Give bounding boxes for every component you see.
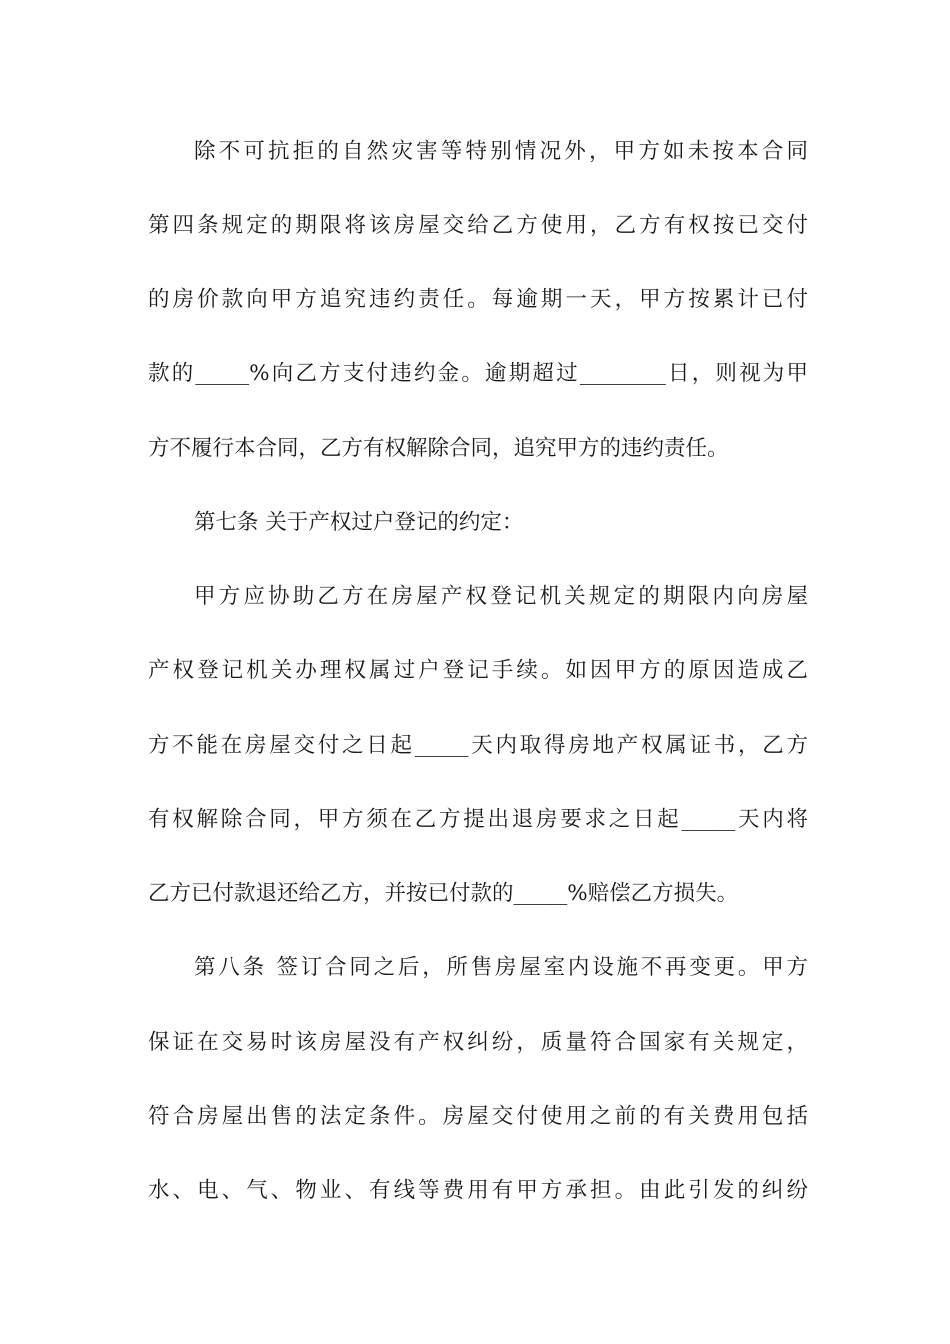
paragraph-line: 保证在交易时该房屋没有产权纠纷，质量符合国家有关规定， — [148, 1030, 808, 1055]
paragraph-line: 第四条规定的期限将该房屋交给乙方使用，乙方有权按已交付 — [148, 213, 808, 238]
article-heading: 第七条 关于产权过户登记的约定： — [194, 510, 524, 535]
paragraph-line: 水、电、气、物业、有线等费用有甲方承担。由此引发的纠纷 — [148, 1178, 808, 1203]
paragraph-line: 款的_____%向乙方支付违约金。逾期超过________日，则视为甲 — [148, 361, 808, 386]
paragraph-line: 方不履行本合同，乙方有权解除合同，追究甲方的违约责任。 — [148, 436, 729, 461]
paragraph-line: 除不可抗拒的自然灾害等特别情况外，甲方如未按本合同 — [194, 139, 808, 164]
paragraph-line: 产权登记机关办理权属过户登记手续。如因甲方的原因造成乙 — [148, 658, 808, 683]
paragraph-line: 甲方应协助乙方在房屋产权登记机关规定的期限内向房屋 — [194, 584, 808, 609]
paragraph-line: 方不能在房屋交付之日起_____天内取得房地产权属证书，乙方 — [148, 733, 808, 758]
paragraph-line: 的房价款向甲方追究违约责任。每逾期一天，甲方按累计已付 — [148, 287, 808, 312]
paragraph-line: 乙方已付款退还给乙方，并按已付款的_____%赔偿乙方损失。 — [148, 881, 739, 906]
paragraph-line: 有权解除合同，甲方须在乙方提出退房要求之日起_____天内将 — [148, 807, 808, 832]
article-paragraph-line: 第八条 签订合同之后，所售房屋室内设施不再变更。甲方 — [194, 955, 808, 980]
paragraph-line: 符合房屋出售的法定条件。房屋交付使用之前的有关费用包括 — [148, 1104, 808, 1129]
